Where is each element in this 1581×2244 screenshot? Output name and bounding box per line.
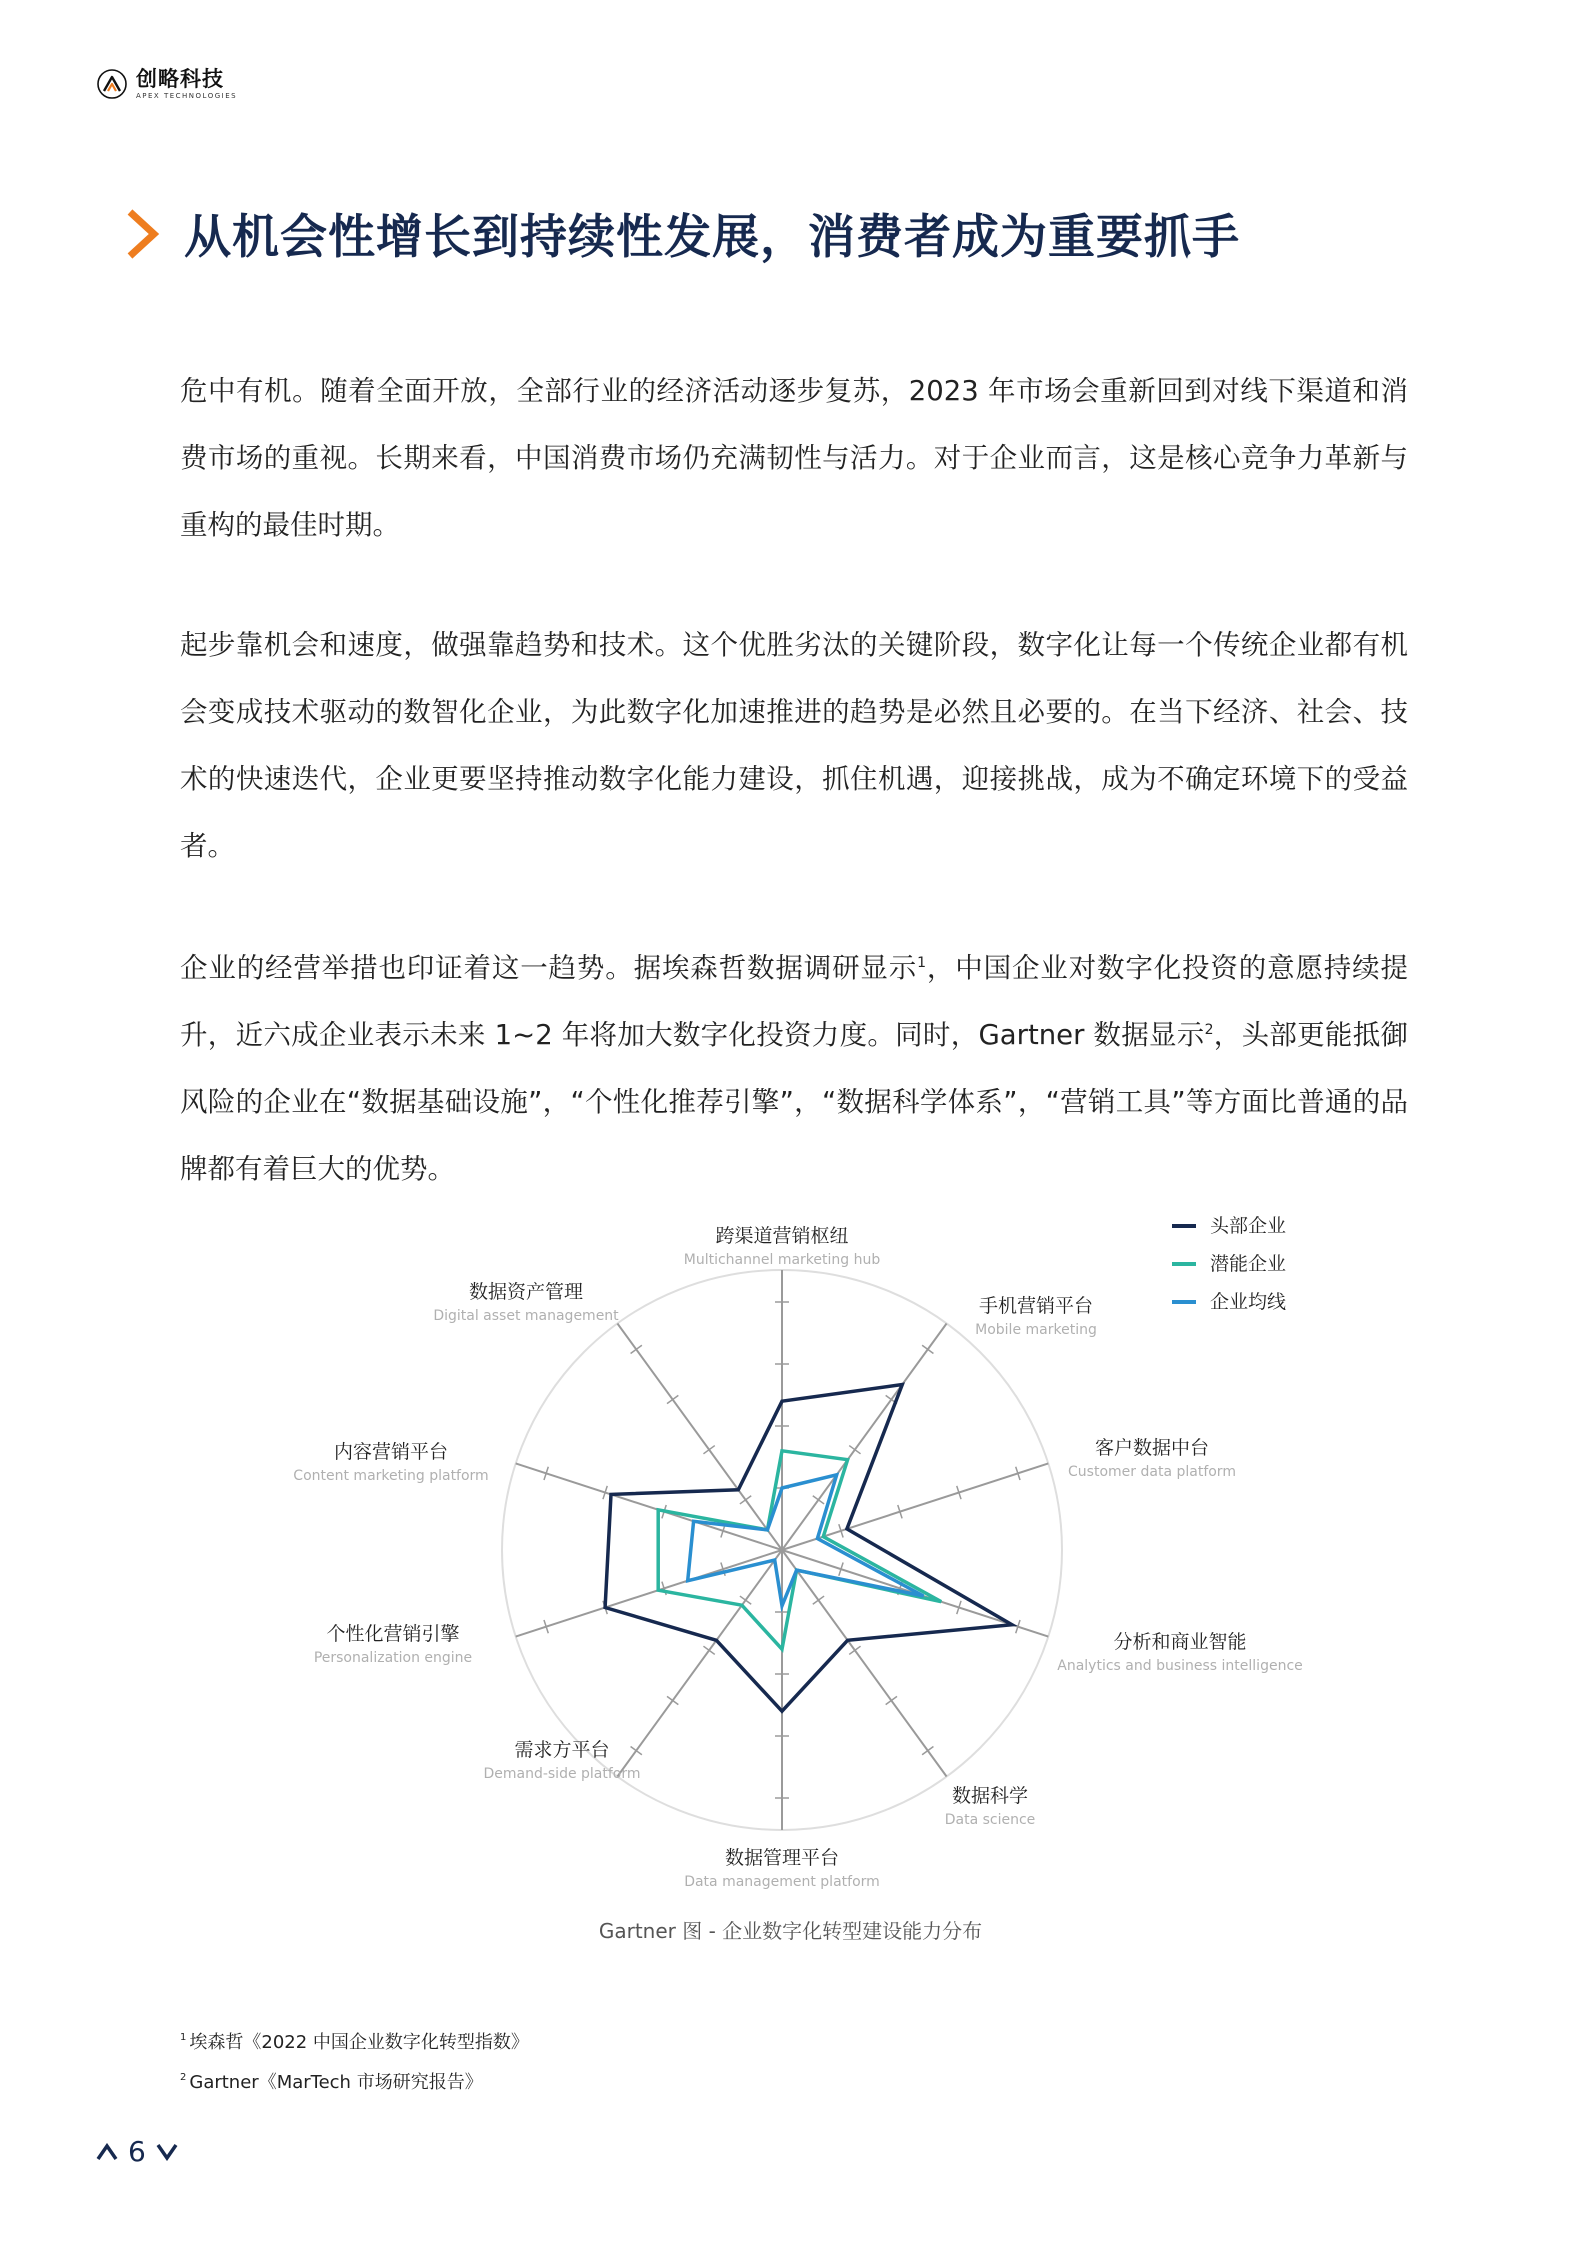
radar-tick-mark	[740, 1596, 751, 1604]
radar-tick-mark	[703, 1646, 714, 1654]
axis-label-en: Customer data platform	[1068, 1464, 1236, 1480]
axis-label-cn: 数据资产管理	[468, 1281, 584, 1303]
axis-label-en: Personalization engine	[313, 1650, 473, 1666]
chevron-right-icon	[124, 208, 162, 260]
axis-label-en: Mobile marketing	[975, 1322, 1097, 1338]
radar-tick-mark	[740, 1496, 751, 1504]
axis-label-cn: 客户数据中台	[1094, 1437, 1210, 1459]
page-navigation	[96, 2135, 178, 2168]
axis-label-cn: 数据管理平台	[724, 1847, 840, 1869]
logo-name-cn: 创略科技	[136, 66, 224, 91]
footnote-ref-1[interactable]: 1	[917, 955, 927, 971]
page-number: 6	[128, 2135, 146, 2168]
radar-tick-mark	[667, 1395, 678, 1403]
footnote-text-1: 埃森哲《2022 中国企业数字化转型指数》	[189, 2032, 529, 2053]
next-page-icon[interactable]	[156, 2143, 178, 2161]
body-paragraph-1: 危中有机。随着全面开放，全部行业的经济活动逐步复苏，2023 年市场会重新回到对线下渠道和消费市场的重视。长期来看，中国消费市场仍充满韧性与活力。对于企业而言，这是核心竞争力革新与重构的最佳时期。	[180, 375, 1408, 541]
logo-name-en: APEX TECHNOLOGIES	[136, 91, 238, 100]
axis-label-cn: 手机营销平台	[978, 1295, 1094, 1317]
legend-label: 头部企业	[1210, 1215, 1287, 1237]
axis-label-cn: 分析和商业智能	[1113, 1631, 1247, 1653]
footnote-text-2: Gartner《MarTech 市场研究报告》	[189, 2072, 483, 2093]
axis-label-en: Data science	[944, 1812, 1036, 1828]
radar-tick-mark	[849, 1446, 860, 1454]
body-paragraph-3	[180, 935, 1408, 1203]
footnote-mark-2: 2	[180, 2072, 187, 2083]
footnote-mark-1: 1	[180, 2032, 187, 2043]
body-paragraph-2: 起步靠机会和速度，做强靠趋势和技术。这个优胜劣汰的关键阶段，数字化让每一个传统企业都有机会变成技术驱动的数智化企业，为此数字化加速推进的趋势是必然且必要的。在当下经济、社会、技术的快速迭代，企业更要坚持推动数字化能力建设，抓住机遇，迎接挑战，成为不确定环境下的受益者。	[180, 629, 1408, 862]
axis-label-en: Content marketing platform	[293, 1468, 489, 1484]
axis-label-en: Data management platform	[684, 1874, 880, 1890]
radar-axis-line	[617, 1550, 782, 1777]
axis-label-cn: 数据科学	[951, 1785, 1029, 1807]
radar-tick-mark	[667, 1696, 678, 1704]
section-heading	[124, 200, 1240, 267]
footnote-1	[180, 2030, 529, 2056]
axis-label-cn: 内容营销平台	[333, 1441, 449, 1463]
radar-axis-line	[516, 1463, 782, 1550]
paragraph-3-part-2: ，中国企业对数字化投资的意愿持续提升，近六成企业表示未来 1~2 年将加大数字化投资力度。同时，Gartner 数据显示	[180, 952, 1409, 1051]
previous-page-icon[interactable]	[96, 2143, 118, 2161]
radar-chart	[0, 1200, 1581, 1900]
footnotes	[180, 2030, 529, 2110]
radar-tick-mark	[922, 1747, 933, 1755]
axis-label-cn: 需求方平台	[514, 1739, 610, 1761]
radar-tick-mark	[631, 1345, 642, 1353]
radar-series-潜能企业	[658, 1451, 941, 1649]
radar-tick-mark	[849, 1646, 860, 1654]
axis-label-en: Demand-side platform	[483, 1766, 641, 1782]
axis-label-en: Multichannel marketing hub	[683, 1252, 881, 1268]
radar-axis-line	[782, 1323, 947, 1550]
radar-tick-mark	[631, 1747, 642, 1755]
radar-series-头部企业	[605, 1385, 1012, 1712]
legend-label: 潜能企业	[1210, 1253, 1287, 1275]
radar-tick-mark	[813, 1496, 824, 1504]
paragraph-3-part-1: 企业的经营举措也印证着这一趋势。据埃森哲数据调研显示	[180, 952, 918, 984]
apex-logo-icon	[96, 68, 128, 100]
axis-label-cn: 个性化营销引擎	[326, 1623, 460, 1645]
radar-series-企业均线	[688, 1475, 924, 1606]
axis-label-en: Digital asset management	[433, 1308, 619, 1324]
company-logo	[96, 68, 237, 100]
chart-caption: Gartner 图 - 企业数字化转型建设能力分布	[598, 1919, 983, 1943]
radar-tick-mark	[886, 1696, 897, 1704]
radar-tick-mark	[922, 1345, 933, 1353]
radar-tick-mark	[703, 1446, 714, 1454]
axis-label-cn: 跨渠道营销枢纽	[715, 1225, 849, 1247]
radar-tick-mark	[813, 1596, 824, 1604]
paragraph-3-part-3: ，头部更能抵御风险的企业在“数据基础设施”，“个性化推荐引擎”，“数据科学体系”，“营销工具”等方面比普通的品牌都有着巨大的优势。	[180, 1019, 1408, 1185]
axis-label-en: Analytics and business intelligence	[1057, 1658, 1303, 1674]
radar-axis-line	[516, 1550, 782, 1637]
footnote-2	[180, 2070, 529, 2096]
legend-label: 企业均线	[1210, 1291, 1287, 1313]
page-title: 从机会性增长到持续性发展，消费者成为重要抓手	[184, 210, 1240, 265]
footnote-ref-2[interactable]: 2	[1204, 1022, 1214, 1038]
